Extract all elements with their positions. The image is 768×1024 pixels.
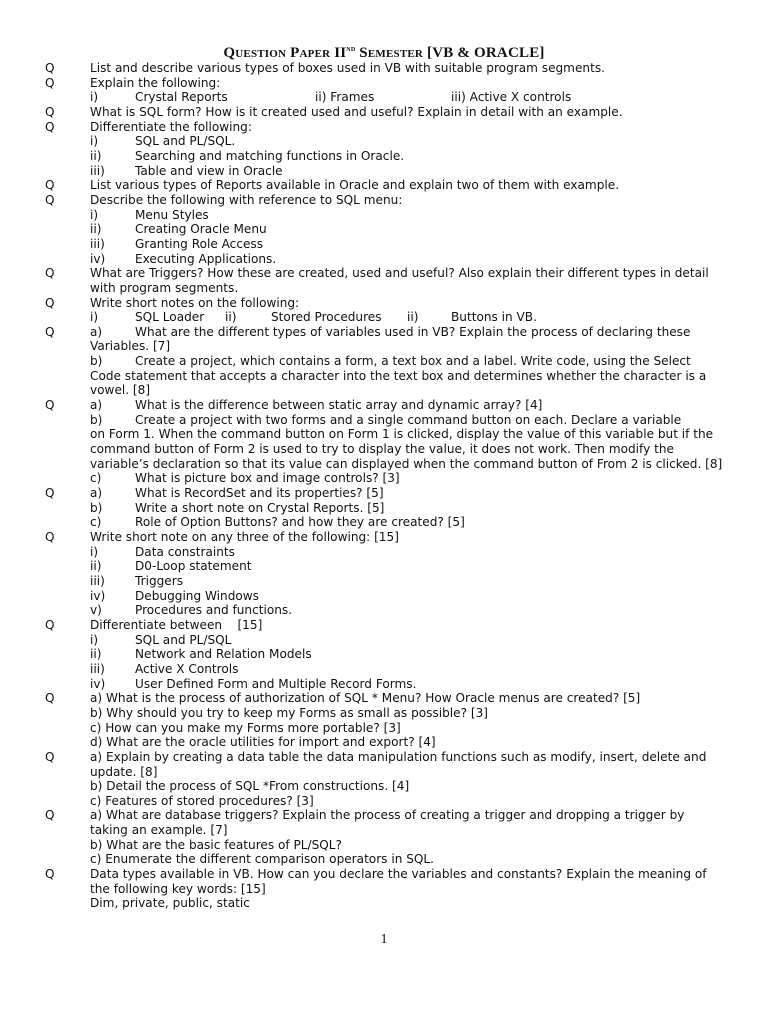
question-15: Q a) Explain by creating a data table the data manipulation functions such as modify, insert, delete and update. [8] b) Detail the process of SQL *From constructions. [4] c) Features of stored procedures? [3] xyxy=(45,749,707,808)
question-marker: Q xyxy=(45,808,55,823)
sub-item: b) Create a project with two forms and a single command button on each. Declare a variable xyxy=(90,412,682,427)
question-4: Q Differentiate the following: i) SQL and PL/SQL. ii) Searching and matching functions in Oracle. iii) Table and view in Oracle xyxy=(45,120,725,179)
sub-item: a) What is RecordSet and its properties? [5] xyxy=(90,486,384,501)
question-5: Q List various types of Reports available in Oracle and explain two of them with example. xyxy=(45,178,620,193)
question-9: Q a) What are the different types of variables used in VB? Explain the process of declaring these Variables. [7] b) Create a project, which contains a form, a text box and a label. Write code, using the Select Code statement that accepts a character into the text box and determines whether the character is a vowel. [8] xyxy=(45,325,725,398)
question-2: Q Explain the following: i) Crystal Reports ii) Frames iii) Active X controls xyxy=(45,76,725,105)
sub-item: iii) Granting Role Access xyxy=(90,236,264,251)
question-11 xyxy=(45,486,725,530)
question-marker: Q xyxy=(45,192,55,207)
sub-item: ii) Searching and matching functions in Oracle. xyxy=(90,148,405,163)
question-1: Q List and describe various types of boxes used in VB with suitable program segments. xyxy=(45,61,605,75)
sub-item-row: i) Crystal Reports ii) Frames iii) Active X controls xyxy=(90,90,572,105)
question-list xyxy=(45,61,725,911)
sub-item: c) What is picture box and image controls? [3] xyxy=(90,471,400,486)
question-marker: Q xyxy=(45,295,55,310)
sub-item: iii) Triggers xyxy=(90,573,184,588)
question-3: Q What is SQL form? How is it created used and useful? Explain in detail with an example. xyxy=(45,104,623,119)
question-marker: Q xyxy=(45,530,55,544)
question-marker: Q xyxy=(45,104,55,119)
sub-item-row: i) SQL Loader ii) Stored Procedures ii) Buttons in VB. xyxy=(90,310,537,325)
question-6: Q Describe the following with reference to SQL menu: i) Menu Styles ii) Creating Oracle Menu iii) Granting Role Access iv) Executing Applications. xyxy=(45,193,725,266)
sub-item: b) Write a short note on Crystal Reports. [5] xyxy=(90,500,385,515)
question-marker: Q xyxy=(45,749,55,764)
sub-item: iii) Table and view in Oracle xyxy=(90,163,283,178)
question-marker: Q xyxy=(45,75,55,90)
question-marker: Q xyxy=(45,119,55,134)
sub-item: c) Role of Option Buttons? and how they are created? [5] xyxy=(90,515,465,530)
question-14: Q a) What is the process of authorization of SQL * Menu? How Oracle menus are created? [5] b) Why should you try to keep my Forms as small as possible? [3] c) How can you make my Forms more portable? [3] d) What are the oracle utilities for import and export? [4] xyxy=(45,691,641,750)
question-marker: Q xyxy=(45,178,55,193)
sub-item: i) SQL and PL/SQL. xyxy=(90,134,236,149)
question-10: Q a) What is the difference between static array and dynamic array? [4] b) Create a project with two forms and a single command button on each. Declare a variable on Form 1. When the command button on Form 1 is clicked, display the value of this variable but if the command button of Form 2 is used to try to display the value, it does not work. Then modify the variable’s declaration so that its value can displayed when the command button of From 2 is clicked. [8] c) What is picture box and image controls? [3] xyxy=(45,398,725,486)
question-marker: Q xyxy=(45,691,55,706)
question-marker: Q xyxy=(45,398,55,413)
question-marker: Q xyxy=(45,486,55,501)
page-title: Question Paper IInd Semester [VB & ORACLE] xyxy=(223,44,545,61)
question-7: Q What are Triggers? How these are created, used and useful? Also explain their different types in detail with program segments. xyxy=(45,266,709,295)
sub-item: a) What are the different types of variables used in VB? Explain the process of declaring these xyxy=(90,324,691,339)
sub-item: i) SQL and PL/SQL xyxy=(90,632,232,647)
question-marker: Q xyxy=(45,867,55,882)
question-17: Q Data types available in VB. How can you declare the variables and constants? Explain the meaning of the following key words: [15] Dim, private, public, static xyxy=(45,867,707,911)
question-16: Q a) What are database triggers? Explain the process of creating a trigger and dropping a trigger by taking an example. [7] b) What are the basic features of PL/SQL? c) Enumerate the different comparison operators in SQL. xyxy=(45,808,685,867)
question-marker: Q xyxy=(45,617,55,632)
sub-item: iv) Executing Applications. xyxy=(90,251,277,266)
page-number: 1 xyxy=(380,932,388,947)
sub-item: a) What is the difference between static array and dynamic array? [4] xyxy=(90,398,543,413)
sub-item: iv) Debugging Windows xyxy=(90,588,259,603)
sub-item: ii) Creating Oracle Menu xyxy=(90,222,267,237)
question-marker: Q xyxy=(45,266,55,281)
question-13: Q Differentiate between [15] i) SQL and PL/SQL ii) Network and Relation Models iii) Active X Controls iv) User Defined Form and Multiple Record Forms. xyxy=(45,618,725,691)
question-12: Q Write short note on any three of the following: [15] i) Data constraints ii) D0-Loop statement iii) Triggers iv) Debugging Windows v) Procedures and functions. xyxy=(45,530,725,618)
sub-item: i) Data constraints xyxy=(90,544,235,559)
sub-item: iv) User Defined Form and Multiple Record Forms. xyxy=(90,676,417,691)
question-8: Q Write short notes on the following: i) SQL Loader ii) Stored Procedures ii) Buttons in VB. xyxy=(45,296,725,325)
question-marker: Q xyxy=(45,324,55,339)
sub-item: b) Create a project, which contains a form, a text box and a label. Write code, using the Select xyxy=(90,354,691,369)
sub-item: ii) Network and Relation Models xyxy=(90,647,312,662)
sub-item: ii) D0-Loop statement xyxy=(90,559,252,574)
sub-item: i) Menu Styles xyxy=(90,207,209,222)
sub-item: v) Procedures and functions. xyxy=(90,603,293,618)
question-marker: Q xyxy=(45,61,55,75)
sub-item: iii) Active X Controls xyxy=(90,661,239,676)
